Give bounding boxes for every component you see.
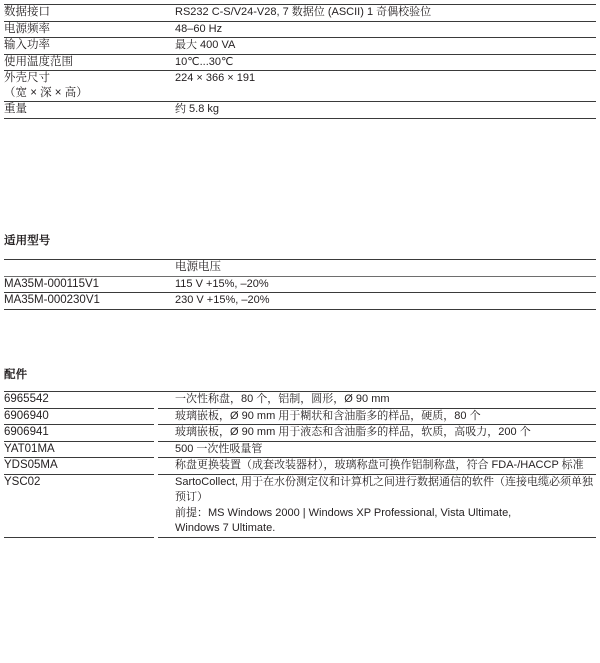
table-row (4, 277, 596, 293)
accessories-table (4, 391, 596, 538)
spec-label: 重量 (4, 103, 27, 115)
table-row (4, 55, 596, 71)
spec-label: 使用温度范围 (4, 55, 73, 68)
models-table-block (0, 259, 600, 310)
accessories-table-block (0, 391, 600, 538)
spec-value: 最大 400 VA (175, 39, 236, 51)
models-table (4, 259, 596, 310)
accessory-code: 6906941 (4, 426, 49, 438)
spec-label-line1: 外壳尺寸 (4, 72, 50, 84)
table-row (4, 475, 596, 537)
model-code: MA35M-000115V1 (4, 277, 100, 290)
table-row (4, 409, 596, 425)
table-rule (4, 118, 596, 119)
spec-value: 224 × 366 × 191 (175, 72, 256, 84)
table-rule-split (4, 474, 596, 475)
specifications-table (4, 4, 596, 119)
table-row (4, 293, 596, 309)
accessories-section (0, 366, 600, 382)
accessory-description: 称盘更换装置（成套改装器材），玻璃称盘可换作铝制称盘，符合 FDA-/HACCP 标准 (175, 459, 584, 471)
models-section (0, 232, 600, 248)
model-code: MA35M-000230V1 (4, 294, 100, 306)
table-rule-split (4, 537, 596, 538)
table-rule-split (4, 424, 596, 425)
table-rule-split (4, 408, 596, 409)
table-row (4, 425, 596, 441)
models-col-header-blank (4, 260, 175, 276)
accessory-description: SartoCollect, 用于在水份测定仪和计算机之间进行数据通信的软件（连接电缆必须单独预订） (175, 475, 594, 503)
table-rule-split (4, 441, 596, 442)
accessory-description-line3: 前提：MS Windows 2000 | Windows XP Professional, Vista Ultimate, (175, 506, 512, 519)
accessories-section-heading: 配件 (4, 369, 28, 381)
table-row (4, 458, 596, 474)
accessory-description-line4: Windows 7 Ultimate. (175, 522, 276, 534)
table-row (4, 392, 596, 408)
spec-label: 数据接口 (4, 6, 50, 18)
accessory-code: YAT01MA (4, 442, 55, 455)
spec-label-line2: （宽 × 深 × 高） (4, 87, 88, 99)
model-voltage: 115 V +15%, –20% (175, 277, 269, 290)
accessory-code: 6906940 (4, 409, 49, 422)
accessory-code: YSC02 (4, 475, 41, 488)
specifications-table-block (0, 4, 600, 119)
table-row (4, 102, 596, 118)
table-row (4, 38, 596, 54)
spec-value: 10℃...30℃ (175, 55, 234, 68)
accessory-description: 500 一次性吸量管 (175, 442, 263, 455)
model-voltage: 230 V +15%, –20% (175, 294, 270, 306)
accessory-code: YDS05MA (4, 459, 58, 471)
accessory-description: 一次性称盘，80 个，铝制，圆形，Ø 90 mm (175, 393, 390, 405)
table-row (4, 22, 596, 38)
accessory-description: 玻璃嵌板，Ø 90 mm 用于糊状和含油脂多的样品，硬质，80 个 (175, 409, 481, 422)
spec-label: 输入功率 (4, 39, 50, 51)
accessory-description: 玻璃嵌板，Ø 90 mm 用于液态和含油脂多的样品，软质，高吸力，200 个 (175, 426, 531, 438)
spec-value: 48–60 Hz (175, 22, 223, 35)
table-rule (4, 309, 596, 310)
table-header-row (4, 260, 596, 276)
table-rule-split (4, 457, 596, 458)
models-col-header-voltage: 电源电压 (175, 261, 221, 273)
spec-value: RS232 C-S/V24-V28, 7 数据位 (ASCII) 1 奇偶校验位 (175, 6, 432, 18)
accessory-description-group (175, 475, 596, 537)
spec-label: 电源频率 (4, 22, 50, 35)
table-row (4, 5, 596, 21)
models-section-heading: 适用型号 (4, 235, 51, 247)
table-row (4, 442, 596, 458)
spec-label (4, 71, 175, 101)
table-row (4, 71, 596, 101)
accessory-code: 6965542 (4, 393, 49, 405)
spec-value: 约 5.8 kg (175, 103, 220, 115)
